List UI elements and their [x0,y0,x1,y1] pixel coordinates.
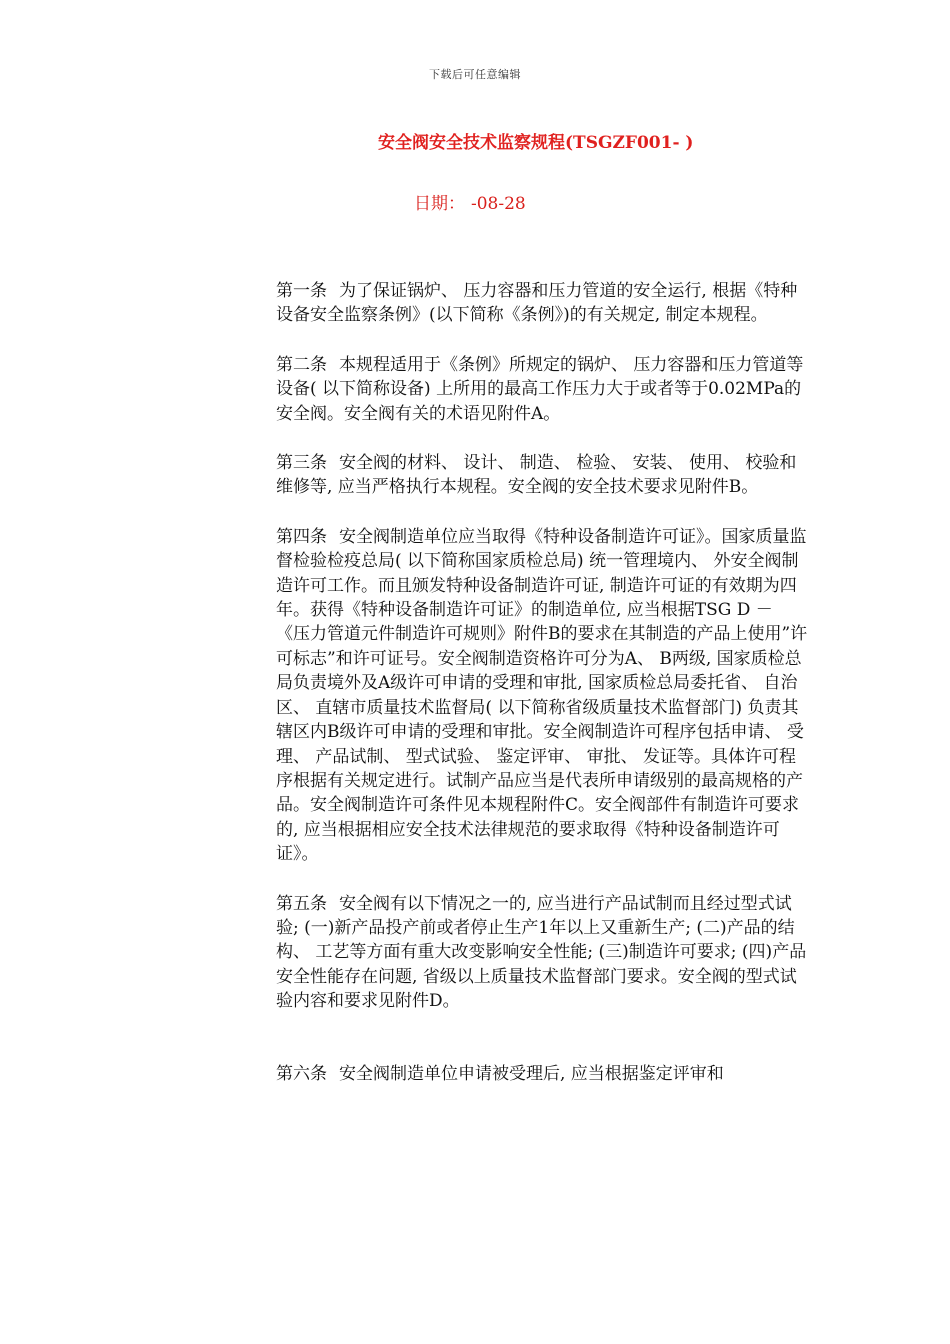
article-number: 第三条 [276,453,327,474]
article-number: 第五条 [276,893,327,914]
article-1 [276,279,811,328]
article-text: 为了保证锅炉、 压力容器和压力管道的安全运行, 根据《特种设备安全监察条例》(以下简称《条例》)的有关规定, 制定本规程。 [276,281,798,326]
article-number: 第六条 [276,1063,327,1084]
article-number: 第二条 [276,354,327,375]
article-3 [276,451,811,500]
document-body [276,279,811,1111]
article-4 [276,525,811,867]
article-2 [276,353,811,426]
date-value: -08-28 [471,194,526,214]
document-date [414,189,526,214]
header-note: 下载后可任意编辑 [429,68,521,81]
article-text: 安全阀制造单位申请被受理后, 应当根据鉴定评审和 [339,1063,724,1084]
article-5 [276,892,811,1014]
document-title: 安全阀安全技术监察规程(TSGZF001- ) [378,133,694,153]
article-6 [276,1062,811,1086]
date-label: 日期： [414,194,465,214]
article-number: 第一条 [276,281,327,301]
article-text: 安全阀制造单位应当取得《特种设备制造许可证》。国家质量监督检验检疫总局( 以下简称国家质检总局) 统一管理境内、 外安全阀制造许可工作。而且颁发特种设备制造许可证, 制造许可证的有效期为四年。获得《特种设备制造许可证》的制造单位, 应当根据TSG D － 《压力管道元件制造许可规则》附件B的要求在其制造的产品上使用”许可标志”和许可证号。安全阀制造资格许可分为A、 B两级, 国家质检总局负责境外及A级许可申请的受理和审批, 国家质检总局委托省、 自治区、 直辖市质量技术监督局( 以下简称省级质量技术监督部门) 负责其辖区内B级许可申请的受理和审批。安全阀制造许可程序包括申请、 受理、 产品试制、 型式试验、 鉴定评审、 审批、 发证等。具体许可程序根据有关规定进行。试制产品应当是代表所申请级别的最高规格的产品。安全阀制造许可条件见本规程附件C。安全阀部件有制造许可要求的, 应当根据相应安全技术法律规范的要求取得《特种设备制造许可证》。 [276,526,808,865]
article-text: 安全阀有以下情况之一的, 应当进行产品试制而且经过型式试验; (一)新产品投产前或者停止生产1年以上又重新生产; (二)产品的结构、 工艺等方面有重大改变影响安全性能; (三)制造许可要求; (四)产品安全性能存在问题, 省级以上质量技术监督部门要求。安全阀的型式试验内容和要求见附件D。 [276,893,807,1012]
article-text: 本规程适用于《条例》所规定的锅炉、 压力容器和压力管道等设备( 以下简称设备) 上所用的最高工作压力大于或者等于0.02MPa的安全阀。安全阀有关的术语见附件A。 [276,354,804,424]
article-text: 安全阀的材料、 设计、 制造、 检验、 安装、 使用、 校验和维修等, 应当严格执行本规程。安全阀的安全技术要求见附件B。 [276,453,797,498]
article-number: 第四条 [276,526,327,547]
